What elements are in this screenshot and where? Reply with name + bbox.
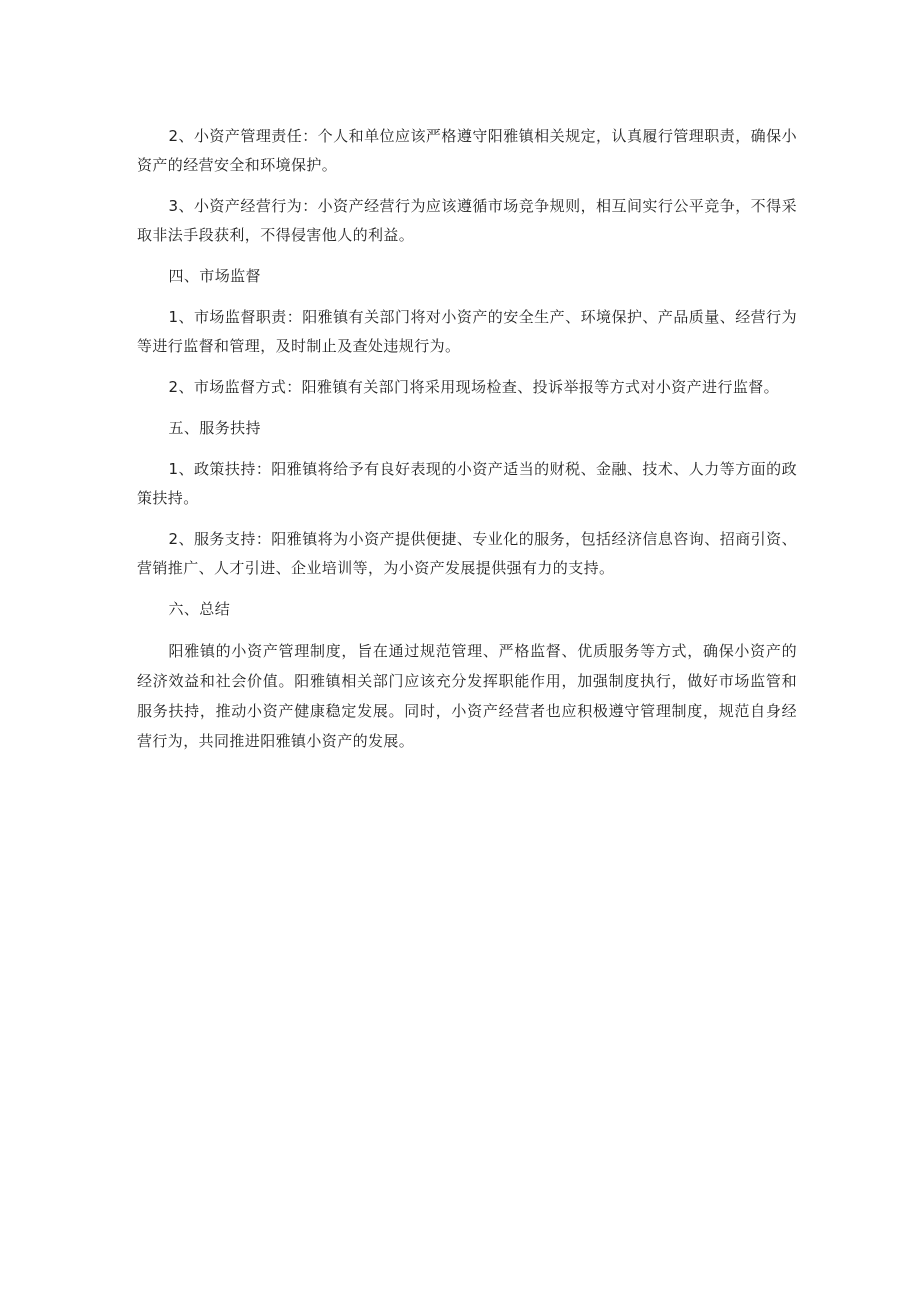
section-heading-market-supervision: 四、市场监督 xyxy=(168,267,261,285)
clause-supervision-methods: 2、市场监督方式：阳雅镇有关部门将采用现场检查、投诉举报等方式对小资产进行监督。 xyxy=(168,378,780,396)
document-body xyxy=(137,122,797,756)
section-heading-summary: 六、总结 xyxy=(168,600,231,618)
clause-service-support: 2、服务支持：阳雅镇将为小资产提供便捷、专业化的服务，包括经济信息咨询、招商引资、营销推广、人才引进、企业培训等，为小资产发展提供强有力的支持。 xyxy=(137,530,797,577)
clause-management-responsibility: 2、小资产管理责任：个人和单位应该严格遵守阳雅镇相关规定，认真履行管理职责，确保小资产的经营安全和环境保护。 xyxy=(137,127,797,174)
clause-business-conduct: 3、小资产经营行为：小资产经营行为应该遵循市场竞争规则，相互间实行公平竞争，不得采取非法手段获利，不得侵害他人的利益。 xyxy=(137,197,797,244)
summary-paragraph: 阳雅镇的小资产管理制度，旨在通过规范管理、严格监督、优质服务等方式，确保小资产的经济效益和社会价值。阳雅镇相关部门应该充分发挥职能作用，加强制度执行，做好市场监管和服务扶持，推动小资产健康稳定发展。同时，小资产经营者也应积极遵守管理制度，规范自身经营行为，共同推进阳雅镇小资产的发展。 xyxy=(137,642,797,750)
section-heading-service-support: 五、服务扶持 xyxy=(168,419,261,437)
clause-policy-support: 1、政策扶持：阳雅镇将给予有良好表现的小资产适当的财税、金融、技术、人力等方面的政策扶持。 xyxy=(137,460,797,507)
clause-supervision-duties: 1、市场监督职责：阳雅镇有关部门将对小资产的安全生产、环境保护、产品质量、经营行为等进行监督和管理，及时制止及查处违规行为。 xyxy=(137,308,797,355)
